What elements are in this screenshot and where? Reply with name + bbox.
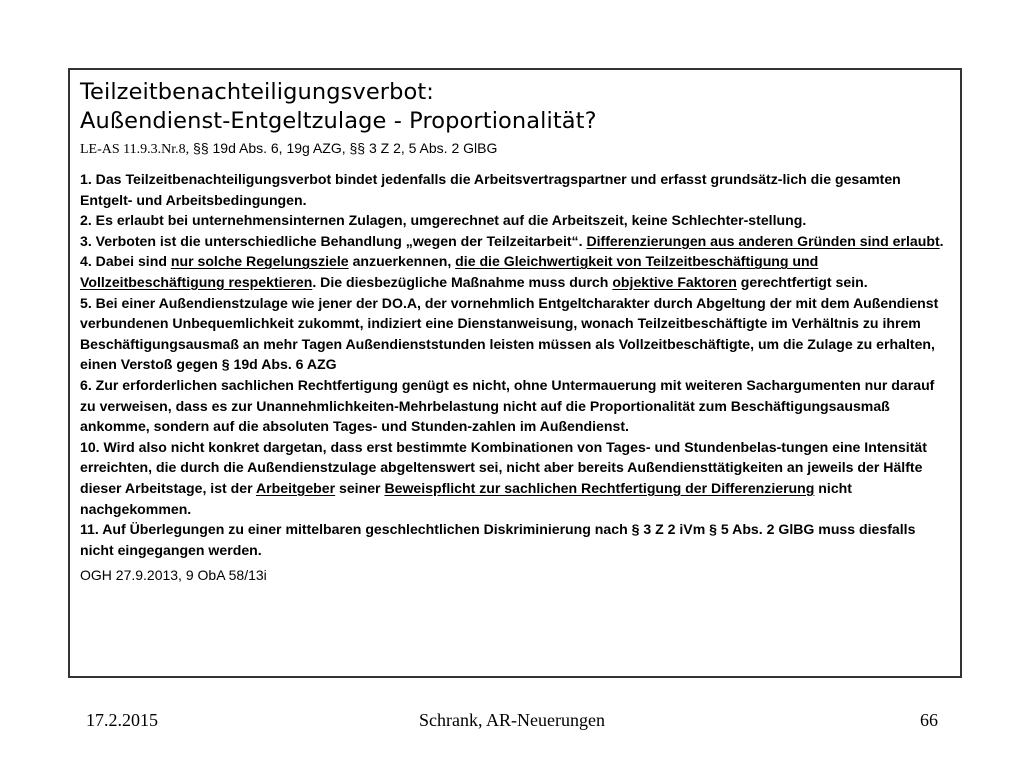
legal-reference bbox=[80, 139, 950, 159]
point-10 bbox=[80, 437, 950, 519]
point-11: 11. Auf Überlegungen zu einer mittelbaren geschlechtlichen Diskriminierung nach § 3 Z 2 iVm § 5 Abs. 2 GlBG muss diesfalls nicht eingegangen werden. bbox=[80, 521, 916, 558]
slide-content-box bbox=[68, 68, 962, 678]
point-1: 1. Das Teilzeitbenachteiligungsverbot bindet jedenfalls die Arbeitsvertragspartner und erfasst grundsätz-lich die gesamten Entgelt- und Arbeitsbedingungen. bbox=[80, 171, 901, 208]
point-10-text-b: seiner bbox=[335, 479, 385, 496]
point-10-underlined-2: Beweispflicht zur sachlichen Rechtfertigung der Differenzierung bbox=[384, 479, 815, 496]
point-4-underlined-2: die die Gleichwertigkeit von Teilzeitbeschäftigung und Vollzeitbeschäftigung respektieren bbox=[80, 253, 819, 290]
point-4-text-c: . Die diesbezügliche Maßnahme muss durch bbox=[312, 273, 613, 290]
footer-page-number: 66 bbox=[920, 710, 938, 730]
point-10-text-a: 10. Wird also nicht konkret dargetan, dass erst bestimmte Kombinationen von Tages- und Stundenbelas-tungen eine Intensität erreichten, die durch die Außendienstzulage abgeltenswert sei, nicht aber bereits Außendiensttätigkeiten an jeweils der Hälfte dieser Arbeitstage, ist der bbox=[80, 438, 927, 496]
point-6: 6. Zur erforderlichen sachlichen Rechtfertigung genügt es nicht, ohne Untermauerung mit weiteren Sachargumenten nur darauf zu verweisen, dass es zur Unannehmlichkeiten-Mehrbelastung nicht auf die Proportionalität zum Beschäftigungsausmaß ankomme, sondern auf die absoluten Tages- und Stunden-zahlen im Außendienst. bbox=[80, 376, 935, 435]
point-10-text-c: nicht nachgekommen. bbox=[80, 479, 852, 517]
point-3-text: 3. Verboten ist die unterschiedliche Behandlung „wegen der Teilzeitarbeit“. bbox=[80, 232, 587, 249]
point-4-underlined-3: objektive Faktoren bbox=[612, 273, 737, 290]
footer-date: 17.2.2015 bbox=[86, 710, 158, 730]
slide-title-line-1: Teilzeitbenachteiligungsverbot: bbox=[80, 79, 434, 105]
point-4-text-a: 4. Dabei sind bbox=[80, 253, 171, 270]
point-2: 2. Es erlaubt bei unternehmensinternen Zulagen, umgerechnet auf die Arbeitszeit, keine Schlechter-stellung. bbox=[80, 212, 807, 229]
point-10-underlined-1: Arbeitgeber bbox=[255, 479, 336, 496]
point-4 bbox=[80, 251, 950, 292]
point-3 bbox=[80, 231, 950, 252]
footer-author: Schrank, AR-Neuerungen bbox=[419, 710, 605, 730]
legal-reference-source: LE-AS 11.9.3.Nr.8, bbox=[80, 142, 190, 157]
point-4-text-b: anzuerkennen, bbox=[348, 253, 456, 270]
point-5: 5. Bei einer Außendienstzulage wie jener der DO.A, der vornehmlich Entgeltcharakter durch Abgeltung der mit dem Außendienst verbundenen Unbequemlichkeit zukommt, indiziert eine Dienstanweisung, wonach Teilzeitbeschäftigte im Verhältnis zu ihrem Beschäftigungsausmaß an mehr Tagen Außendienststunden leisten müssen als Vollzeitbeschäftigte, um die Zulage zu erhalten, einen Verstoß gegen § 19d Abs. 6 AZG bbox=[80, 294, 939, 373]
point-3-underlined: Differenzierungen aus anderen Gründen sind erlaubt bbox=[586, 232, 940, 249]
key-points-list bbox=[80, 169, 950, 560]
court-citation: OGH 27.9.2013, 9 ObA 58/13i bbox=[80, 567, 267, 584]
point-4-underlined-1: nur solche Regelungsziele bbox=[170, 253, 349, 270]
legal-reference-paragraphs: §§ 19d Abs. 6, 19g AZG, §§ 3 Z 2, 5 Abs. 2 GlBG bbox=[189, 140, 498, 156]
slide-title-line-2: Außendienst-Entgeltzulage - Proportionalität? bbox=[80, 108, 597, 134]
point-3-end: . bbox=[939, 232, 944, 249]
point-4-text-d: gerechtfertigt sein. bbox=[736, 273, 868, 290]
